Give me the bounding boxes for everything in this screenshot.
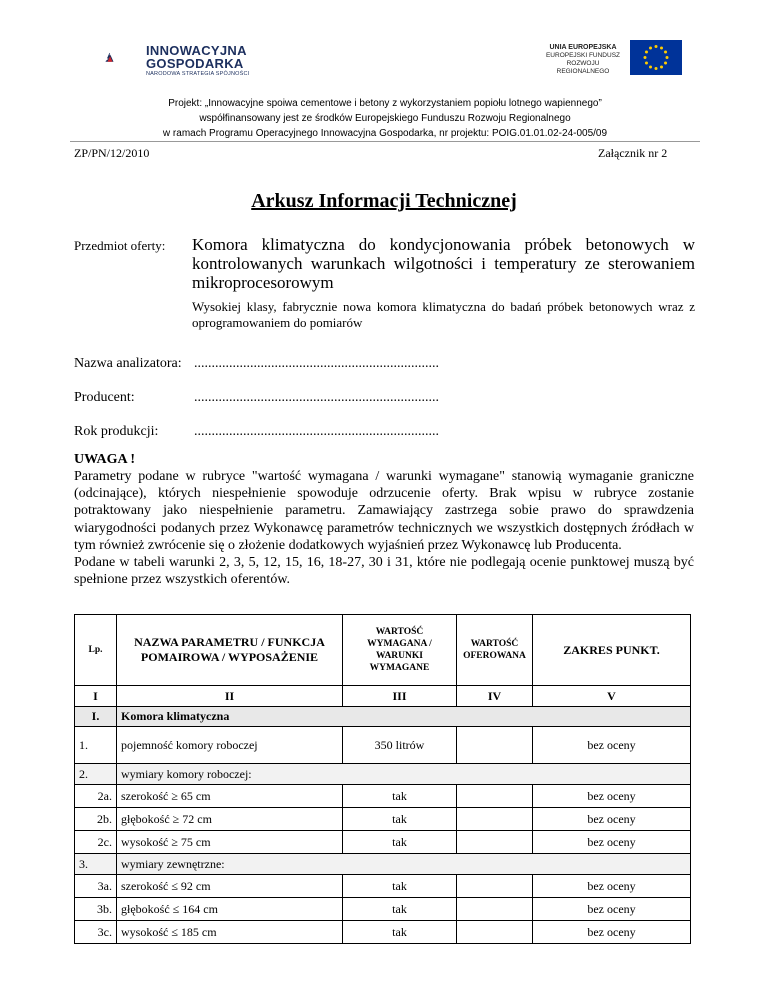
project-line2: współfinansowany jest ze środków Europejskiego Funduszu Rozwoju Regionalnego xyxy=(199,113,571,124)
section-row xyxy=(75,707,691,727)
page-title: Arkusz Informacji Technicznej xyxy=(251,190,517,212)
logo-right-text xyxy=(540,44,626,76)
row-name: wysokość ≤ 185 cm xyxy=(117,921,343,944)
logo-left-line1: INNOWACYJNA xyxy=(146,43,247,58)
field-label-producer: Producent: xyxy=(74,390,135,405)
field-label-year: Rok produkcji: xyxy=(74,424,159,439)
subject-label: Przedmiot oferty: xyxy=(74,238,166,253)
row-points: bez oceny xyxy=(533,921,691,944)
eu-star-icon xyxy=(655,67,658,70)
eu-star-icon xyxy=(666,56,669,59)
logo-right-line1: UNIA EUROPEJSKA xyxy=(549,44,617,51)
row-name: głębokość ≥ 72 cm xyxy=(117,808,343,831)
row-points: bez oceny xyxy=(533,808,691,831)
row-required: tak xyxy=(343,921,457,944)
roman-3: III xyxy=(343,686,457,707)
group-label: wymiary komory roboczej: xyxy=(117,764,691,785)
group-label: wymiary zewnętrzne: xyxy=(117,854,691,875)
reference-number: ZP/PN/12/2010 xyxy=(74,146,150,160)
eu-star-icon xyxy=(655,45,658,48)
logo-right-line2: EUROPEJSKI FUNDUSZ xyxy=(545,52,621,59)
notice-paragraph-1: Parametry podane w rubryce "wartość wymagana / warunki wymagane" stanowią wymaganie graniczne (odcinające), których niespełnienie spowoduje odrzucenie oferty. Brak wpisu w rubryce zostanie potraktowany jako niespełnienie parametru. Zamawiający zastrzega sobie prawo do sprawdzenia wiarygodności podanych przez Wykonawcę parametrów technicznych we wszystkich dostępnych źródłach w tym również zwrócenie się o złożenie dodatkowych wyjaśnień przez Wykonawcę lub Producenta. xyxy=(74,469,694,553)
row-points: bez oceny xyxy=(533,831,691,854)
field-label-analyzer: Nazwa analizatora: xyxy=(74,356,182,371)
header-lp: Lp. xyxy=(75,615,117,686)
table-row xyxy=(75,831,691,854)
roman-2: II xyxy=(117,686,343,707)
eu-star-icon xyxy=(649,66,652,69)
row-required: 350 litrów xyxy=(343,727,457,764)
row-offered[interactable] xyxy=(457,785,533,808)
row-offered[interactable] xyxy=(457,727,533,764)
table-row xyxy=(75,875,691,898)
row-number: 1. xyxy=(75,727,117,764)
header-points: ZAKRES PUNKT. xyxy=(533,615,691,686)
roman-1: I xyxy=(75,686,117,707)
eu-star-icon xyxy=(649,46,652,49)
project-description xyxy=(70,96,700,141)
project-line1: Projekt: „Innowacyjne spoiwa cementowe i betony z wykorzystaniem popiołu lotnego wapiennego” xyxy=(168,98,602,109)
row-name: szerokość ≤ 92 cm xyxy=(117,875,343,898)
row-required: tak xyxy=(343,898,457,921)
row-points: bez oceny xyxy=(533,727,691,764)
table-row xyxy=(75,785,691,808)
row-required: tak xyxy=(343,875,457,898)
row-name: szerokość ≥ 65 cm xyxy=(117,785,343,808)
table-row xyxy=(75,921,691,944)
group-number: 3. xyxy=(75,854,117,875)
row-number: 2a. xyxy=(75,785,117,808)
table-row xyxy=(75,727,691,764)
field-value-year[interactable]: ...................................................................... xyxy=(194,424,439,439)
notice-paragraph-2: Podane w tabeli warunki 2, 3, 5, 12, 15, 16, 18-27, 30 i 31, które nie podlegają ocenie punktowej muszą być spełnione przez wszystkich oferentów. xyxy=(74,555,694,588)
eu-star-icon xyxy=(645,51,648,54)
eu-star-icon xyxy=(644,56,647,59)
subject-main: Komora klimatyczna do kondycjonowania próbek betonowych w kontrolowanych warunkach wilgotności i temperatury ze sterowaniem mikroprocesorowym xyxy=(192,235,695,292)
table-header-row xyxy=(75,615,691,686)
row-number: 2c. xyxy=(75,831,117,854)
eu-flag-icon xyxy=(630,40,682,75)
row-offered[interactable] xyxy=(457,875,533,898)
parameters-table xyxy=(74,614,691,944)
logo-left-line3: NARODOWA STRATEGIA SPÓJNOŚCI xyxy=(146,71,250,77)
roman-4: IV xyxy=(457,686,533,707)
section-number: I. xyxy=(75,707,117,727)
logo-left-line2: GOSPODARKA xyxy=(146,56,244,71)
table-row xyxy=(75,898,691,921)
row-required: tak xyxy=(343,785,457,808)
row-points: bez oceny xyxy=(533,785,691,808)
row-points: bez oceny xyxy=(533,875,691,898)
row-offered[interactable] xyxy=(457,898,533,921)
header-name: NAZWA PARAMETRU / FUNKCJA POMAIROWA / WYPOSAŻENIE xyxy=(117,615,343,686)
row-number: 3b. xyxy=(75,898,117,921)
row-number: 3c. xyxy=(75,921,117,944)
eu-star-icon xyxy=(660,66,663,69)
attachment-label: Załącznik nr 2 xyxy=(598,146,668,160)
eu-star-icon xyxy=(664,51,667,54)
eu-star-icon xyxy=(660,46,663,49)
eu-star-icon xyxy=(645,62,648,65)
eu-star-icon xyxy=(664,62,667,65)
notice-body xyxy=(74,468,694,588)
table-row xyxy=(75,808,691,831)
group-row xyxy=(75,764,691,785)
subject-sub: Wysokiej klasy, fabrycznie nowa komora klimatyczna do badań próbek betonowych wraz z oprogramowaniem do pomiarów xyxy=(192,299,695,330)
row-required: tak xyxy=(343,831,457,854)
section-label: Komora klimatyczna xyxy=(117,707,691,727)
header-divider xyxy=(70,141,700,142)
row-name: głębokość ≤ 164 cm xyxy=(117,898,343,921)
row-offered[interactable] xyxy=(457,831,533,854)
row-points: bez oceny xyxy=(533,898,691,921)
roman-numerals-row xyxy=(75,686,691,707)
row-offered[interactable] xyxy=(457,921,533,944)
row-required: tak xyxy=(343,808,457,831)
row-number: 2b. xyxy=(75,808,117,831)
logo-right-line3: ROZWOJU REGIONALNEGO xyxy=(556,60,610,75)
header-required: WARTOŚĆ WYMAGANA / WARUNKI WYMAGANE xyxy=(343,615,457,686)
project-line3: w ramach Programu Operacyjnego Innowacyjna Gospodarka, nr projektu: POIG.01.01.02-24-005/09 xyxy=(162,128,608,139)
group-row xyxy=(75,854,691,875)
row-offered[interactable] xyxy=(457,808,533,831)
field-value-analyzer[interactable]: ...................................................................... xyxy=(194,356,439,371)
innowacyjna-gospodarka-logo xyxy=(104,36,144,80)
group-number: 2. xyxy=(75,764,117,785)
header-offered: WARTOŚĆ OFEROWANA xyxy=(457,615,533,686)
row-number: 3a. xyxy=(75,875,117,898)
notice-heading: UWAGA ! xyxy=(74,452,136,467)
roman-5: V xyxy=(533,686,691,707)
row-name: wysokość ≥ 75 cm xyxy=(117,831,343,854)
field-value-producer[interactable]: ...................................................................... xyxy=(194,390,439,405)
row-name: pojemność komory roboczej xyxy=(117,727,343,764)
